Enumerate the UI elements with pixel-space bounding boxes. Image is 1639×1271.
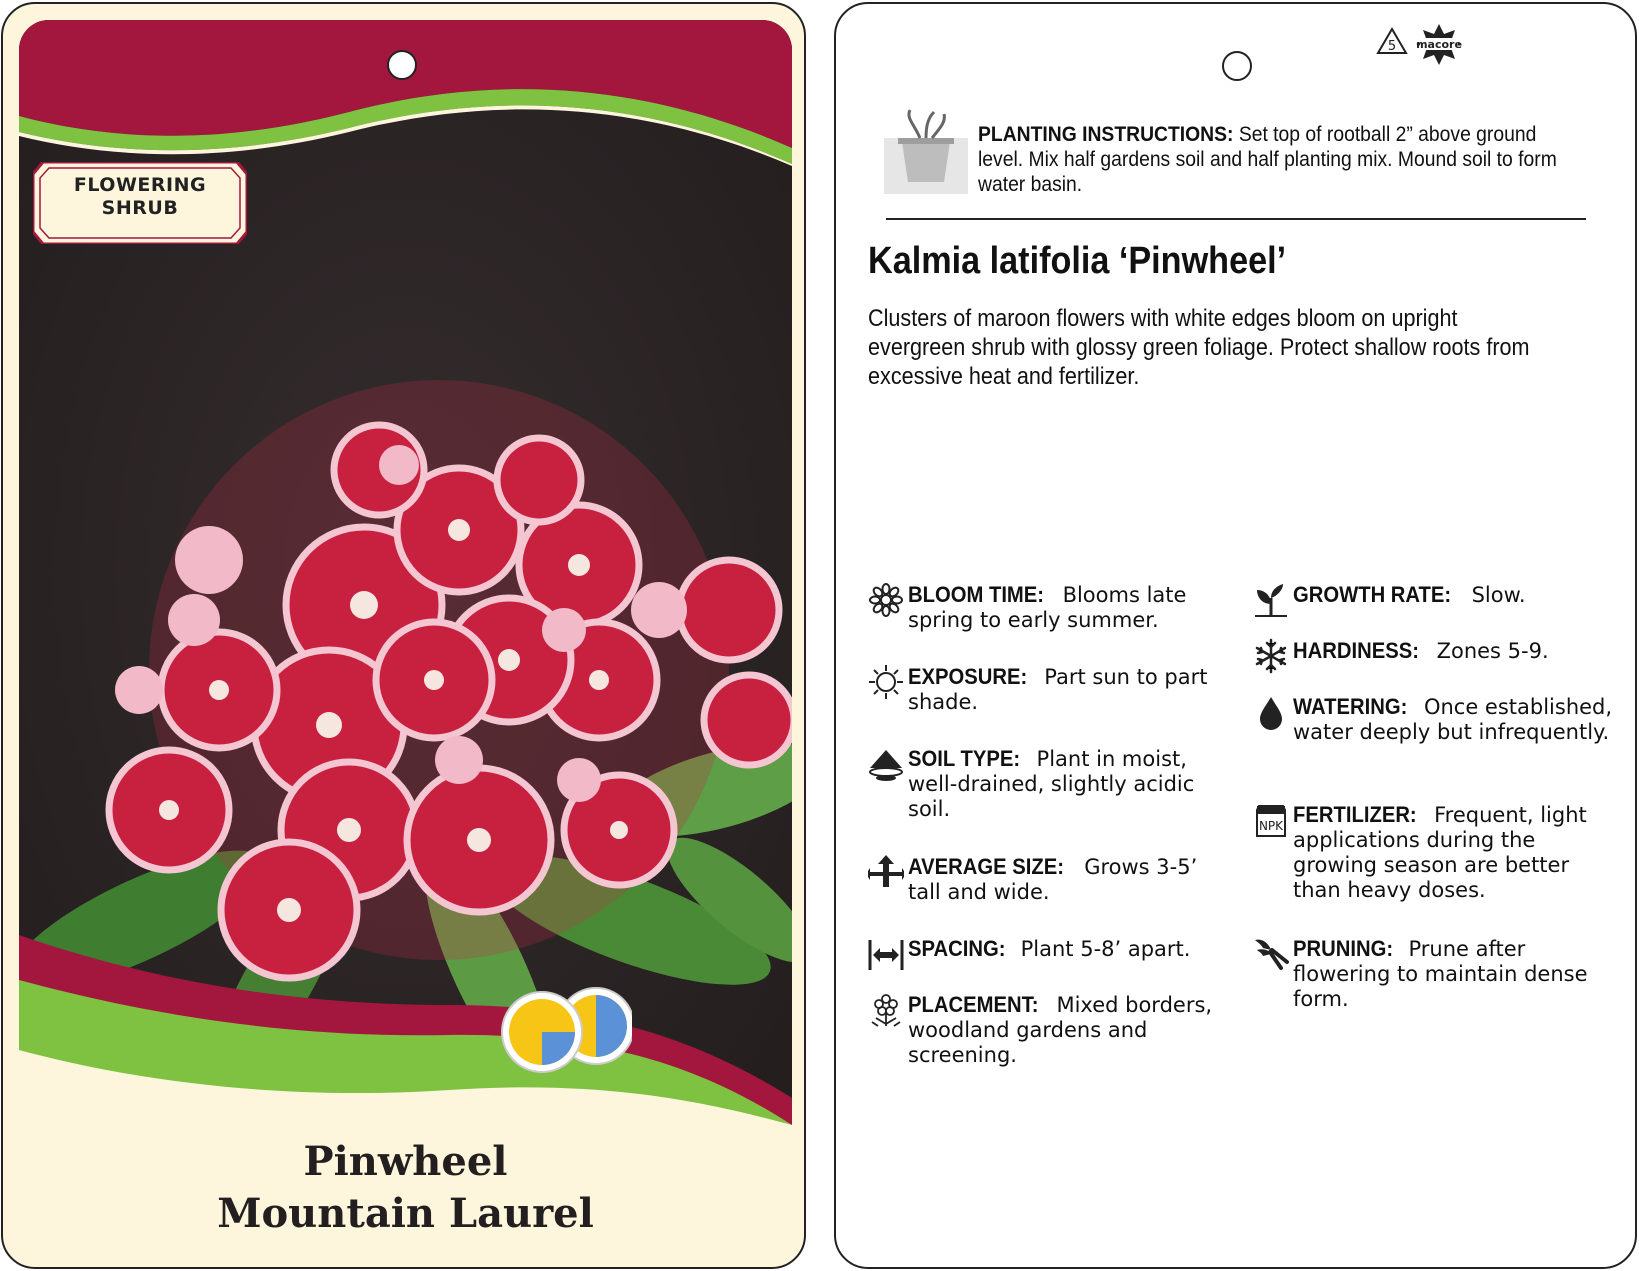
attr-text: Prune after flowering to maintain dense form. <box>1293 937 1588 1011</box>
spacing-icon <box>868 936 904 972</box>
attr-label: PLACEMENT: <box>908 992 1039 1017</box>
attr-text: Blooms late spring to early summer. <box>908 583 1187 632</box>
placement-icon <box>868 992 904 1028</box>
planting-pot-icon <box>884 108 968 198</box>
planting-instructions <box>978 122 1576 197</box>
category-badge <box>33 162 247 244</box>
water-drop-icon <box>1253 694 1289 730</box>
front-tag <box>1 2 806 1269</box>
attr-text: Plant 5-8’ apart. <box>1020 937 1191 961</box>
exposure-symbols <box>500 984 632 1074</box>
attr-label: GROWTH RATE: <box>1293 582 1452 607</box>
divider <box>886 218 1586 220</box>
recycle-icon <box>1374 26 1410 58</box>
plant-description: Clusters of maroon flowers with white edges bloom on upright evergreen shrub with glossy green foliage. Protect shallow roots from excessive heat and fertilizer. <box>868 305 1530 390</box>
snowflake-icon <box>1253 638 1289 674</box>
attr-label: PRUNING: <box>1293 936 1394 961</box>
attr-text: Grows 3-5’ tall and wide. <box>908 855 1198 904</box>
pruners-icon <box>1253 936 1289 972</box>
badge-line-1: FLOWERING <box>73 174 207 196</box>
attr-text: Zones 5-9. <box>1436 639 1549 663</box>
planting-instructions-text: Set top of rootball 2” above ground level. Mix half gardens soil and half planting mix. Mound soil to form water basin. <box>978 123 1557 196</box>
hang-hole <box>387 50 417 80</box>
sun-icon <box>868 664 904 700</box>
attr-label: BLOOM TIME: <box>908 582 1045 607</box>
part-shade-icon <box>502 992 582 1072</box>
attr-text: Plant in moist, well-drained, slightly acidic soil. <box>908 747 1195 821</box>
attr-label: WATERING: <box>1293 694 1408 719</box>
attr-text: Once established, water deeply but infrequently. <box>1293 695 1613 744</box>
attr-label: SOIL TYPE: <box>908 746 1021 771</box>
sprout-icon <box>1253 582 1289 618</box>
flower-icon <box>868 582 904 618</box>
attr-label: EXPOSURE: <box>908 664 1028 689</box>
attr-label: FERTILIZER: <box>1293 802 1417 827</box>
recycle-number: 5 <box>1387 39 1397 54</box>
macore-logo-icon <box>1412 22 1466 66</box>
attr-text: Slow. <box>1471 583 1526 607</box>
back-tag <box>834 2 1637 1269</box>
attr-text: Part sun to part shade. <box>908 665 1208 714</box>
common-name <box>19 1136 792 1240</box>
hang-hole <box>1222 51 1252 81</box>
common-name-line-1: Pinwheel <box>303 1138 508 1185</box>
common-name-line-2: Mountain Laurel <box>217 1190 594 1237</box>
size-icon <box>868 854 904 890</box>
soil-icon <box>868 746 904 782</box>
planting-instructions-label: PLANTING INSTRUCTIONS: <box>978 123 1234 146</box>
attr-label: SPACING: <box>908 936 1006 961</box>
fertilizer-icon <box>1253 802 1289 838</box>
badge-line-2: SHRUB <box>101 197 179 219</box>
attr-text: Mixed borders, woodland gardens and screening. <box>908 993 1213 1067</box>
attr-label: HARDINESS: <box>1293 638 1419 663</box>
attr-text: Frequent, light applications during the growing season are better than heavy doses. <box>1293 803 1587 902</box>
botanical-name: Kalmia latifolia ‘Pinwheel’ <box>868 240 1287 282</box>
fertilizer-icon-label: NPK <box>1258 819 1284 833</box>
macore-label: macore <box>1416 38 1462 51</box>
attr-label: AVERAGE SIZE: <box>908 854 1064 879</box>
